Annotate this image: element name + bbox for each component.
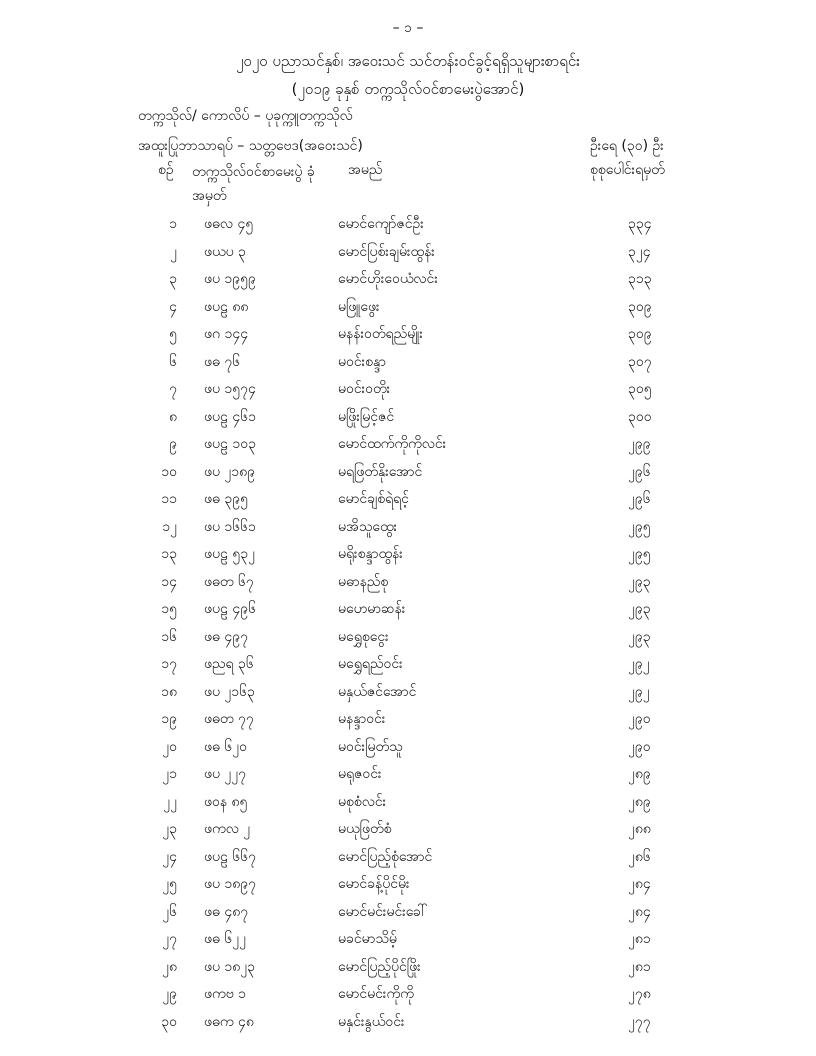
table-row [0,430,816,458]
row-serial-no: ၂၅ [162,876,177,892]
row-serial-no: ၁၃ [161,546,177,562]
row-name: မနှင်းနွယ်ဝင်း [338,1013,405,1030]
row-total-marks: ၂၉၂ [628,683,650,700]
row-roll-number: ဖညရ ၃၆ [204,656,254,672]
table-row [0,348,816,376]
row-serial-no: ၁၁ [161,491,177,507]
row-roll-number: ဖပဠ ၅၃၂ [204,546,256,562]
row-serial-no: ၁၈ [161,683,177,700]
row-serial-no: ၁ [169,216,177,232]
row-roll-number: ဖပ ၁၆၆၁ [204,518,256,535]
row-serial-no: ၂၆ [162,903,177,920]
row-serial-no: ၂၀ [162,738,177,755]
row-total-marks: ၂၈၆ [628,848,651,865]
row-serial-no: ၄ [169,298,177,315]
row-serial-no: ၃ [169,271,177,287]
row-total-marks: ၂၈၄ [628,876,651,892]
row-name: မောင်ဟိုးဝေယံလင်း [338,271,438,287]
table-row [0,650,816,678]
table-row [0,540,816,568]
row-roll-number: ဖပ ၁၉၅၉ [204,271,256,287]
row-total-marks: ၃၀၉ [628,326,652,342]
row-total-marks: ၃၀၉ [628,298,652,315]
row-roll-number: ဖဓတ ၆၇ [204,573,254,590]
row-roll-number: ဖပဠ ၄၉၆ [204,601,257,617]
header-serial-no: စဉ် [158,162,174,178]
row-name: မစုစံလင်း [338,793,387,810]
row-name: မောင်ချစ်ရဲရင့် [338,491,409,507]
row-roll-number: ဖပ ၁၈၉၇ [204,876,257,892]
row-name: မရွှေစုငွေး [338,628,389,645]
page-number: – ၁ – [392,20,424,36]
university-line: တက္ကသိုလ်/ ကောလိပ် – ပုခုက္ကူတက္ကသိုလ် [138,108,353,124]
table-row [0,458,816,486]
table-row [0,1008,816,1036]
row-total-marks: ၂၇၇ [628,1013,651,1030]
row-name: မရုဇဝင်း [338,766,382,782]
table-row [0,623,816,651]
row-roll-number: ဖပဠ ၆၆၇ [204,848,257,865]
row-total-marks: ၂၉၉ [628,436,651,452]
table-row [0,980,816,1008]
row-name: မအိသူထွေး [338,518,398,535]
row-name: မရဖြတ်နိုးအောင် [338,463,423,480]
row-name: မနန္ဒာဝင်း [338,711,386,727]
row-roll-number: ဖပ ၂၂၇ [204,766,247,782]
row-name: မဝင်းဝတိုး [338,381,391,397]
row-name: မနန်းဝတ်ရည်မျိုး [338,326,423,342]
student-list [0,210,816,1035]
row-serial-no: ၇ [169,381,177,397]
row-serial-no: ၅ [169,326,177,342]
table-row [0,925,816,953]
row-roll-number: ဖပ ၂၁၈၉ [204,463,256,480]
row-roll-number: ဖပဠ ၁၀၃ [204,436,257,452]
row-roll-number: ဖပ ၁၅၇၄ [204,381,256,397]
row-total-marks: ၃၃၄ [628,216,652,232]
row-serial-no: ၉ [169,436,177,452]
row-name: မဖြိုးမြင့်ဇင် [338,408,395,425]
row-serial-no: ၃၀ [161,1013,177,1030]
table-row [0,870,816,898]
row-roll-number: ဖဓက ၄၈ [204,1013,254,1030]
table-row [0,238,816,266]
row-roll-number: ဖကဗ ၁ [204,986,247,1002]
row-name: မဓာနည်စု [338,573,389,590]
table-row [0,293,816,321]
table-row [0,568,816,596]
row-name: မောင်ပြည့်စုံအောင် [338,848,433,865]
row-roll-number: ဖပ ၁၈၂၃ [204,958,256,975]
row-total-marks: ၂၉၀ [628,738,651,755]
row-total-marks: ၂၉၃ [628,628,651,645]
table-row [0,705,816,733]
row-serial-no: ၁၇ [161,656,177,672]
row-name: မယုဖြတ်စံ [338,821,392,837]
document-subtitle: (၂၀၁၉ ခုနှစ် တက္ကသိုလ်ဝင်စာမေးပွဲအောင်) [291,80,525,98]
row-total-marks: ၂၉၆ [628,491,651,507]
row-total-marks: ၂၉၂ [628,656,650,672]
table-row [0,815,816,843]
row-name: မောင်ပြည့်ပိုင်ဖြိုး [338,958,421,975]
row-total-marks: ၂၉၅ [628,518,651,535]
row-total-marks: ၂၈၉ [628,766,651,782]
row-total-marks: ၃၀၇ [628,353,652,370]
row-name: မောင်ကျော်ဇင်ဦး [338,216,424,232]
row-serial-no: ၂ [170,243,177,260]
table-row [0,843,816,871]
row-name: မရိုးစန္ဒာထွန်း [338,546,403,562]
table-row [0,485,816,513]
table-row [0,403,816,431]
row-serial-no: ၁၀ [161,463,177,480]
table-row [0,733,816,761]
row-name: မဝင်းစန္ဒာ [338,353,387,370]
row-name: မောင်ခန့်ပိုင်မိုး [338,876,410,892]
row-roll-number: ဖဓ ၄၈၇ [204,903,249,920]
row-serial-no: ၂၄ [162,848,177,865]
row-roll-number: ဖဝန ၈၅ [204,793,248,810]
row-total-marks: ၂၈၁ [628,958,651,975]
table-row [0,595,816,623]
row-roll-number: ဖပ ၂၁၆၃ [204,683,255,700]
row-total-marks: ၃၂၄ [628,243,651,260]
row-roll-number: ဖဓ ၃၉၅ [204,491,248,507]
row-total-marks: ၂၉၆ [628,463,651,480]
total-count: ဦးရေ (၃၀) ဦး [590,138,664,154]
table-row [0,320,816,348]
row-serial-no: ၁၆ [161,628,177,645]
row-name: မဖြူဖွေး [338,298,380,315]
row-roll-number: ဖဓလ ၄၅ [204,216,254,232]
table-row [0,760,816,788]
table-row [0,788,816,816]
row-name: မခင်မာသိမ့် [338,931,397,947]
subject-line: အထူးပြုဘာသာရပ် – သတ္တဗေဒ(အဝေးသင်) [138,138,363,154]
row-name: မနှယ်ဇင်အောင် [338,683,417,700]
row-serial-no: ၁၄ [161,573,177,590]
table-row [0,678,816,706]
row-serial-no: ၂၉ [162,986,177,1002]
row-roll-number: ဖဂ ၁၄၄ [204,326,249,342]
row-serial-no: ၂၁ [162,766,177,782]
header-total-marks: စုစုပေါင်းရမှတ် [590,162,665,178]
row-roll-number: ဖဓ ၆၂၂ [204,931,246,947]
row-total-marks: ၃၀၅ [628,381,652,397]
row-serial-no: ၂၃ [162,821,177,837]
table-row [0,265,816,293]
row-total-marks: ၂၇၈ [628,986,651,1002]
row-total-marks: ၃၁၃ [628,271,652,287]
document-title: ၂၀၂၀ ပညာသင်နှစ်၊ အဝေးသင် သင်တန်းဝင်ခွင့်ရရှိသူများစာရင်း [236,52,580,70]
row-total-marks: ၂၉၅ [628,546,651,562]
row-roll-number: ဖဓ ၄၉၇ [204,628,248,645]
row-total-marks: ၂၈၁ [628,931,651,947]
row-name: မောင်မင်းမင်းခေါ် [338,903,428,920]
header-roll-number: တက္ကသိုလ်ဝင်စာမေးပွဲ ခုံအမှတ် [192,164,315,204]
row-name: မောင်ပြစ်းချမ်းထွန်း [338,243,435,260]
row-serial-no: ၂၈ [162,958,177,975]
row-serial-no: ၂၇ [162,931,177,947]
row-total-marks: ၂၈၈ [628,821,651,837]
row-serial-no: ၁၂ [162,518,177,535]
row-name: မောင်မင်းကိုကို [338,986,414,1002]
row-serial-no: ၁၉ [161,711,177,727]
row-total-marks: ၂၉၃ [628,573,651,590]
row-total-marks: ၃၀၀ [628,408,652,425]
row-name: မဟေမာဆန်း [338,601,406,617]
table-row [0,375,816,403]
row-name: မရွှေရည်ဝင်း [338,656,403,672]
row-total-marks: ၂၈၉ [628,793,651,810]
row-serial-no: ၂၂ [163,793,177,810]
row-roll-number: ဖဓတ ၇၇ [204,711,254,727]
row-roll-number: ဖကလ ၂ [204,821,251,837]
row-serial-no: ၁၅ [161,601,177,617]
row-roll-number: ဖပဠ ၈၈ [204,298,249,315]
table-row [0,953,816,981]
row-name: မဝင်းမြတ်သူ [338,738,403,755]
row-serial-no: ၈ [169,408,177,425]
row-roll-number: ဖဓ ၇၆ [204,353,241,370]
row-roll-number: ဖယပ ၃ [204,243,246,260]
table-row [0,513,816,541]
row-name: မောင်ထက်ကိုကိုလင်း [338,436,447,452]
table-row [0,210,816,238]
row-total-marks: ၂၉၃ [628,601,651,617]
row-roll-number: ဖပဠ ၄၆၁ [204,408,257,425]
row-total-marks: ၂၉၀ [628,711,651,727]
row-total-marks: ၂၈၄ [628,903,651,920]
table-row [0,898,816,926]
row-roll-number: ဖဓ ၆၂၀ [204,738,247,755]
header-name: အမည် [348,162,383,178]
row-serial-no: ၆ [169,353,177,370]
